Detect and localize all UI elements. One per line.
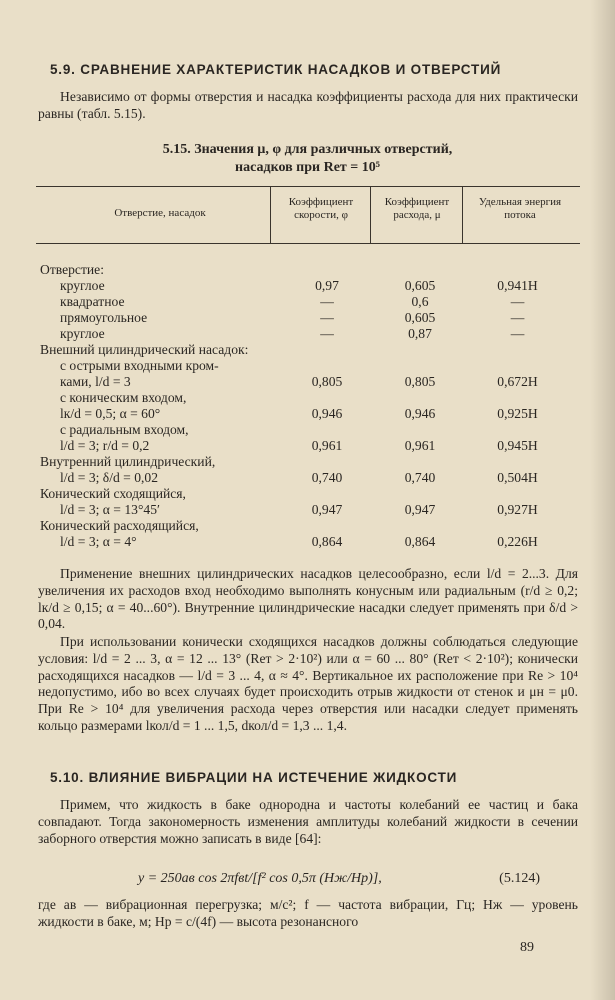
equation-expression: y = 250aв cos 2πfвt/[f² cos 0,5π (Hж/Hр)], xyxy=(138,871,382,886)
cell-phi: — xyxy=(320,310,334,325)
equation-number: (5.124) xyxy=(499,871,540,886)
table-row xyxy=(40,262,580,278)
cell-mu: 0,6 xyxy=(411,294,429,309)
row-label: прямоугольное xyxy=(60,310,148,325)
table-row xyxy=(40,342,580,358)
row-label: Отверстие: xyxy=(40,262,104,277)
paragraph-where: где aв — вибрационная перегрузка; м/с²; f — частота вибрации, Гц; Hж — уровень жидкости в баке, м; Hр = c/(4f) — высота резонансного xyxy=(38,897,578,929)
page-edge-shadow xyxy=(590,0,615,1000)
cell-phi: 0,97 xyxy=(315,278,339,293)
row-label: круглое xyxy=(60,278,105,293)
cell-phi: 0,947 xyxy=(311,502,343,517)
cell-phi: 0,961 xyxy=(311,438,343,453)
cell-phi: — xyxy=(320,326,334,341)
cell-phi: 0,864 xyxy=(311,534,343,549)
cell-energy: 0,945H xyxy=(497,438,538,453)
cell-mu: 0,605 xyxy=(404,310,436,325)
equation-5-124 xyxy=(80,870,540,888)
paragraph-cylindrical-nozzles: Применение внешних цилиндрических насадков целесообразно, если l/d = 2...3. Для увеличения их расходов вход необходимо выполнять конусным или радиальным (r/d ≥ 0,2; lк/d ≥ 0,15; α = 40...60°). Внутренние цилиндрические насадки следует применять при δ/d > 0,04. xyxy=(38,566,578,632)
row-label: l/d = 3; δ/d = 0,02 xyxy=(60,470,159,485)
page-number: 89 xyxy=(520,940,534,955)
cell-mu: 0,946 xyxy=(404,406,436,421)
cell-phi: — xyxy=(320,294,334,309)
table-header-rule xyxy=(36,243,580,244)
cell-mu: 0,87 xyxy=(408,326,432,341)
table-row xyxy=(40,390,580,406)
table-row xyxy=(40,406,580,422)
header-opening: Отверстие, насадок xyxy=(114,207,206,219)
row-label: круглое xyxy=(60,326,105,341)
cell-phi: 0,740 xyxy=(311,470,343,485)
row-label: Конический расходящийся, xyxy=(40,518,199,533)
header-specific-energy: Удельная энергия потока xyxy=(478,196,562,221)
table-caption-line1: 5.15. Значения μ, φ для различных отверстий, xyxy=(162,142,453,157)
table-row xyxy=(40,470,580,486)
cell-energy: 0,925H xyxy=(497,406,538,421)
table-row xyxy=(40,422,580,438)
table-row xyxy=(40,358,580,374)
row-label: с коническим входом, xyxy=(60,390,187,405)
row-label: Конический сходящийся, xyxy=(40,486,186,501)
cell-phi: 0,805 xyxy=(311,374,343,389)
table-row xyxy=(40,534,580,550)
row-label: ками, l/d = 3 xyxy=(60,374,131,389)
section-title-5-9: 5.9. СРАВНЕНИЕ ХАРАКТЕРИСТИК НАСАДКОВ И ОТВЕРСТИЙ xyxy=(50,62,502,77)
cell-energy: 0,226H xyxy=(497,534,538,549)
row-label: с острыми входными кром- xyxy=(60,358,219,373)
table-row xyxy=(40,438,580,454)
table-row xyxy=(40,486,580,502)
table-row xyxy=(40,374,580,390)
row-label: Внешний цилиндрический насадок: xyxy=(40,342,249,357)
table-col-divider xyxy=(462,187,463,243)
table-top-rule xyxy=(36,186,580,187)
cell-energy: — xyxy=(510,294,525,309)
cell-energy: — xyxy=(510,326,525,341)
cell-mu: 0,805 xyxy=(404,374,436,389)
table-row xyxy=(40,294,580,310)
cell-mu: 0,864 xyxy=(404,534,436,549)
header-discharge-coefficient: Коэффициент расхода, μ xyxy=(384,196,450,221)
cell-phi: 0,946 xyxy=(311,406,343,421)
cell-energy: 0,672H xyxy=(497,374,538,389)
cell-energy: 0,927H xyxy=(497,502,538,517)
paragraph-conical-nozzles: При использовании конически сходящихся насадков должны соблюдаться следующие условия: l/d = 2 ... 3, α = 12 ... 13° (Reт > 2·10²) или α = 60 ... 80° (Reт < 2·10²); конически расходящихся насадков — l/d = 3 ... 4, α ≈ 4°. Вертикальное их расположение при Re > 10⁴ недопустимо, ибо во всех случаях будет происходить отрыв жидкости от стенок и μн = μ0. При Re > 10⁴ для увеличения расхода через отверстия или насадки следует применять кольцо размерами lкол/d = 1 ... 1,5, dкол/d = 1,3 ... 1,4. xyxy=(38,634,578,733)
table-row xyxy=(40,454,580,470)
table-row xyxy=(40,502,580,518)
cell-energy: — xyxy=(510,310,525,325)
row-label: с радиальным входом, xyxy=(60,422,189,437)
cell-mu: 0,605 xyxy=(404,278,436,293)
paragraph-vibration: Примем, что жидкость в баке однородна и частоты колебаний ее частиц и бака совпадают. Тогда закономерность изменения амплитуды колебаний жидкости в сечении заборного отверстия можно записать в виде [64]: xyxy=(38,797,578,846)
table-row xyxy=(40,310,580,326)
row-label: l/d = 3; r/d = 0,2 xyxy=(60,438,150,453)
cell-mu: 0,961 xyxy=(404,438,436,453)
table-caption-line2: насадков при Reт = 10⁵ xyxy=(235,160,380,175)
row-label: квадратное xyxy=(60,294,125,309)
cell-mu: 0,947 xyxy=(404,502,436,517)
section-title-5-10: 5.10. ВЛИЯНИЕ ВИБРАЦИИ НА ИСТЕЧЕНИЕ ЖИДКОСТИ xyxy=(50,770,458,785)
intro-paragraph: Независимо от формы отверстия и насадка коэффициенты расхода для них практически равны (табл. 5.15). xyxy=(38,89,578,121)
table-row xyxy=(40,278,580,294)
cell-mu: 0,740 xyxy=(404,470,436,485)
table-row xyxy=(40,326,580,342)
row-label: Внутренний цилиндрический, xyxy=(40,454,216,469)
table-row xyxy=(40,518,580,534)
header-velocity-coefficient: Коэффициент скорости, φ xyxy=(288,196,354,221)
cell-energy: 0,941H xyxy=(497,278,538,293)
cell-energy: 0,504H xyxy=(497,470,538,485)
table-col-divider xyxy=(270,187,271,243)
row-label: l/d = 3; α = 4° xyxy=(60,534,137,549)
table-col-divider xyxy=(370,187,371,243)
row-label: l/d = 3; α = 13°45′ xyxy=(60,502,160,517)
row-label: lк/d = 0,5; α = 60° xyxy=(60,406,161,421)
